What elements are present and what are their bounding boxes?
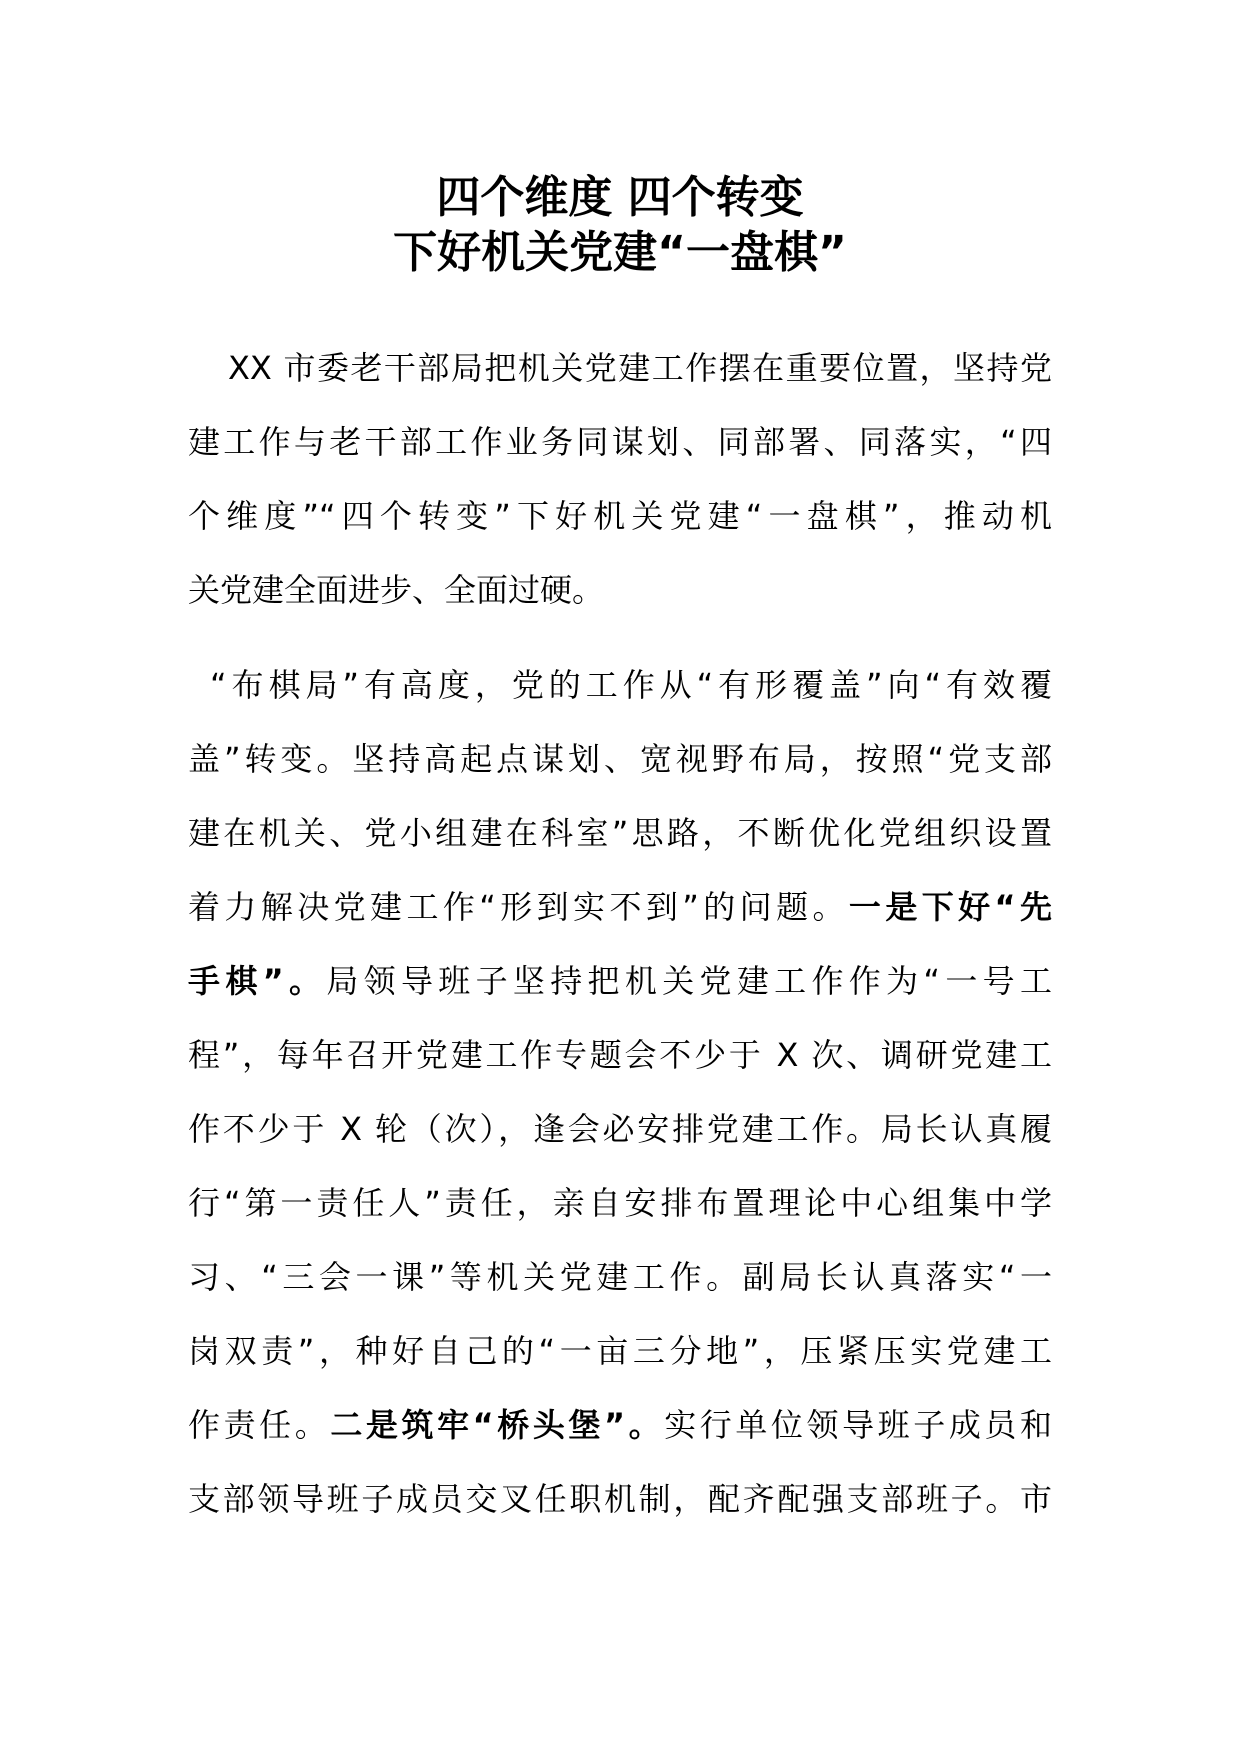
paragraph-line bbox=[188, 870, 1052, 944]
normal-text: 着力解决党建工作“形到实不到”的问题。 bbox=[188, 888, 849, 926]
paragraph-line bbox=[188, 1388, 1052, 1462]
title-line-2: 下好机关党建“一盘棋” bbox=[393, 227, 847, 278]
normal-text: 作责任。 bbox=[188, 1406, 331, 1444]
paragraph-line: 支部领导班子成员交叉任职机制，配齐配强支部班子。市 bbox=[188, 1480, 1052, 1518]
paragraph-intro bbox=[188, 331, 1052, 627]
bold-heading-text: 二是筑牢“桥头堡”。 bbox=[330, 1406, 665, 1444]
normal-text: 实行单位领导班子成员和 bbox=[664, 1406, 1052, 1444]
paragraph-line: 行“第一责任人”责任，亲自安排布置理论中心组集中学 bbox=[188, 1184, 1052, 1222]
normal-text: 局领导班子坚持把机关党建工作作为“一号工 bbox=[326, 962, 1052, 1000]
paragraph-line: 建在机关、党小组建在科室”思路，不断优化党组织设置 bbox=[188, 814, 1052, 852]
paragraph-line: 个维度”“四个转变”下好机关党建“一盘棋”，推动机 bbox=[188, 497, 1052, 535]
paragraph-line: 岗双责”，种好自己的“一亩三分地”，压紧压实党建工 bbox=[188, 1332, 1052, 1370]
bold-heading-text: 手棋”。 bbox=[188, 962, 327, 1000]
paragraph-line: “布棋局”有高度，党的工作从“有形覆盖”向“有效覆 bbox=[210, 666, 1052, 704]
paragraph-line bbox=[188, 944, 1052, 1018]
paragraph-line: XX 市委老干部局把机关党建工作摆在重要位置，坚持党 bbox=[228, 349, 1052, 387]
bold-heading-text: 一是下好“先 bbox=[848, 888, 1052, 926]
paragraph-line: 程”，每年召开党建工作专题会不少于 X 次、调研党建工 bbox=[188, 1036, 1052, 1074]
paragraph-line: 建工作与老干部工作业务同谋划、同部署、同落实，“四 bbox=[188, 423, 1052, 461]
paragraph-layout bbox=[188, 648, 1052, 1536]
paragraph-line: 关党建全面进步、全面过硬。 bbox=[188, 571, 605, 609]
title-line-1: 四个维度 四个转变 bbox=[436, 172, 804, 223]
paragraph-line: 习、“三会一课”等机关党建工作。副局长认真落实“一 bbox=[188, 1258, 1052, 1296]
paragraph-line: 作不少于 X 轮（次），逢会必安排党建工作。局长认真履 bbox=[188, 1110, 1052, 1148]
paragraph-line: 盖”转变。坚持高起点谋划、宽视野布局，按照“党支部 bbox=[188, 740, 1052, 778]
